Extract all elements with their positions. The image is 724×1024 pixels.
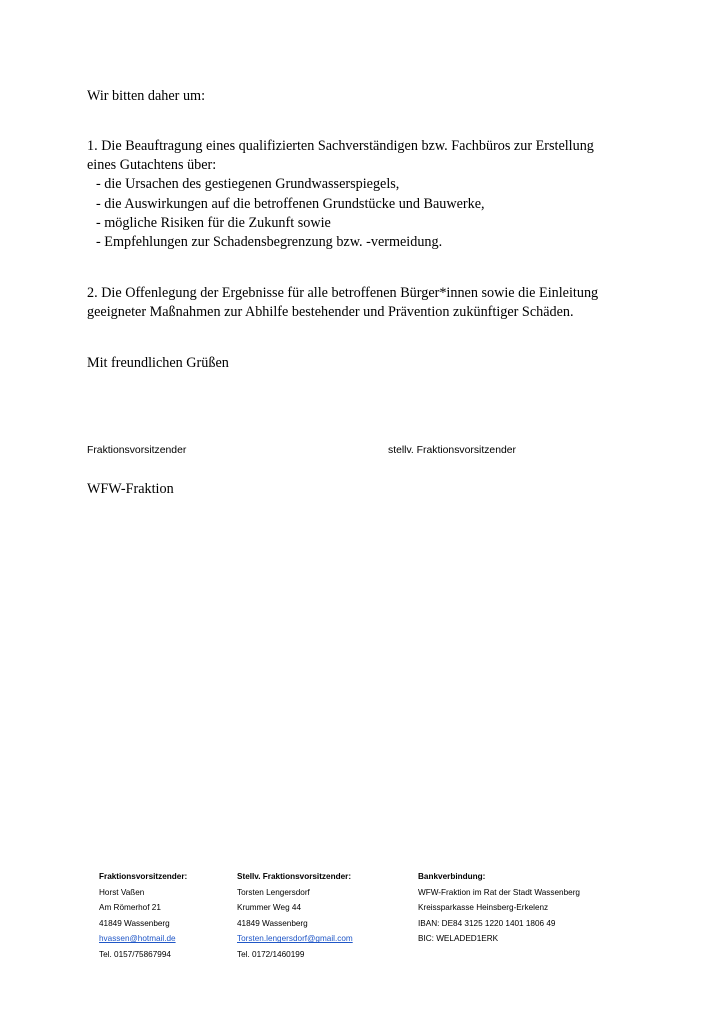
footer-email-link[interactable]: Torsten.lengersdorf@gmail.com bbox=[237, 934, 353, 944]
footer-bank-details bbox=[418, 869, 580, 947]
footer-contact-city: 41849 Wassenberg bbox=[99, 918, 170, 928]
bank-account-holder: WFW-Fraktion im Rat der Stadt Wassenberg bbox=[418, 887, 580, 897]
request-item-1-line: eines Gutachtens über: bbox=[87, 157, 217, 174]
footer-contact-name: Horst Vaßen bbox=[99, 887, 145, 897]
request-bullet: - die Ursachen des gestiegenen Grundwasserspiegels, bbox=[96, 176, 400, 193]
letter-closing: Mit freundlichen Grüßen bbox=[87, 355, 229, 371]
request-bullet: - Empfehlungen zur Schadensbegrenzung bzw. -vermeidung. bbox=[96, 234, 443, 251]
footer-email-link[interactable]: hvassen@hotmail.de bbox=[99, 934, 176, 944]
request-item-2-line: geeigneter Maßnahmen zur Abhilfe bestehender und Prävention zukünftiger Schäden. bbox=[87, 304, 574, 321]
request-item-1 bbox=[87, 137, 647, 252]
footer-contact-phone: Tel. 0157/75867994 bbox=[99, 949, 171, 959]
letter-intro: Wir bitten daher um: bbox=[87, 88, 206, 104]
bank-iban: IBAN: DE84 3125 1220 1401 1806 49 bbox=[418, 918, 556, 928]
footer-contact-phone: Tel. 0172/1460199 bbox=[237, 949, 305, 959]
footer-chair-contact bbox=[99, 869, 187, 963]
footer-contact-city: 41849 Wassenberg bbox=[237, 918, 308, 928]
request-bullet: - mögliche Risiken für die Zukunft sowie bbox=[96, 214, 331, 231]
footer-heading: Fraktionsvorsitzender: bbox=[99, 872, 188, 881]
signature-label-deputy-chair: stellv. Fraktionsvorsitzender bbox=[388, 445, 516, 456]
footer-deputy-contact bbox=[237, 869, 353, 963]
bank-name: Kreissparkasse Heinsberg-Erkelenz bbox=[418, 903, 549, 913]
footer-heading: Stellv. Fraktionsvorsitzender: bbox=[237, 872, 352, 881]
request-item-2 bbox=[87, 284, 647, 322]
request-item-1-line: 1. Die Beauftragung eines qualifizierten Sachverständigen bzw. Fachbüros zur Erstellung bbox=[87, 138, 594, 154]
signature-label-chair: Fraktionsvorsitzender bbox=[87, 445, 187, 456]
bank-bic: BIC: WELADED1ERK bbox=[418, 934, 499, 944]
footer-heading: Bankverbindung: bbox=[418, 872, 486, 881]
request-item-2-line: 2. Die Offenlegung der Ergebnisse für alle betroffenen Bürger*innen sowie die Einleitung bbox=[87, 285, 599, 301]
footer-contact-street: Am Römerhof 21 bbox=[99, 903, 161, 913]
footer-contact-street: Krummer Weg 44 bbox=[237, 903, 302, 913]
request-bullet: - die Auswirkungen auf die betroffenen Grundstücke und Bauwerke, bbox=[96, 195, 485, 212]
footer-contact-name: Torsten Lengersdorf bbox=[237, 887, 310, 897]
sender-name: WFW-Fraktion bbox=[87, 481, 174, 497]
